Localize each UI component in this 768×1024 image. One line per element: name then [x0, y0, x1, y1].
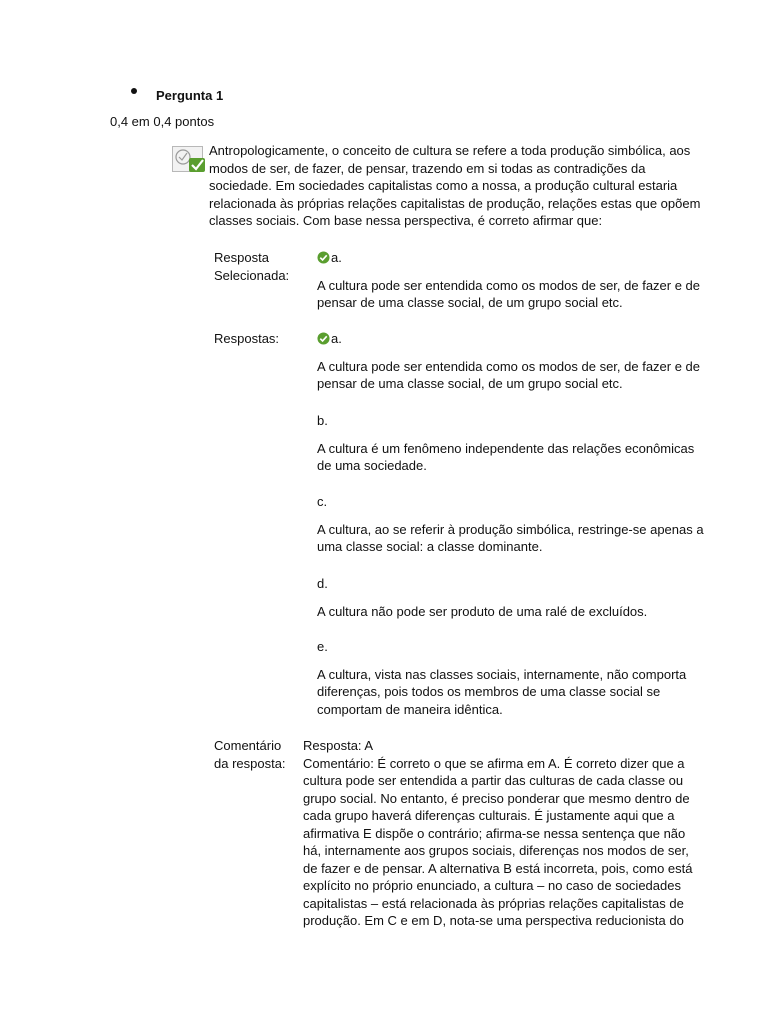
selected-text: A cultura pode ser entendida como os modos de ser, de fazer e de pensar de uma classe social, de um grupo social etc. — [317, 277, 701, 310]
option-text: A cultura não pode ser produto de uma ralé de excluídos. — [317, 603, 648, 619]
answer-option-e — [317, 638, 712, 718]
feedback-label: Comentário da resposta: — [214, 738, 286, 771]
option-letter: e. — [317, 639, 328, 654]
option-text: A cultura é um fenômeno independente das relações econômicas de uma sociedade. — [317, 440, 695, 473]
answer-option-b — [317, 412, 712, 475]
feedback-content — [303, 737, 703, 930]
question-text: Antropologicamente, o conceito de cultura se refere a toda produção simbólica, aos modos de ser, de fazer, de pensar, trazendo em si todas as contradições da sociedade. Em sociedades capitalistas como a nossa, a produção cultural estaria relacionada às próprias relações capitalistas de produção, relações estas que opõem classes sociais. Com base nessa perspectiva, é correto afirmar que: — [209, 143, 701, 228]
option-text: A cultura, vista nas classes sociais, internamente, não comporta diferenças, pois todos os membros de uma classe social se comportam de maneira idêntica. — [317, 666, 687, 717]
answers-label: Respostas: — [214, 331, 280, 346]
option-letter: c. — [317, 494, 328, 509]
option-letter: b. — [317, 413, 328, 428]
selected-answer — [317, 249, 712, 312]
selected-answer-label: Resposta Selecionada: — [214, 250, 290, 283]
option-text: A cultura pode ser entendida como os modos de ser, de fazer e de pensar de uma classe social, de um grupo social etc. — [317, 358, 701, 391]
selected-letter: a. — [331, 250, 342, 265]
answer-option-d — [317, 575, 712, 620]
check-icon — [317, 251, 330, 264]
answer-option-a — [317, 330, 712, 393]
question-title: Pergunta 1 — [156, 88, 224, 103]
feedback-answer: Resposta: A — [303, 738, 374, 753]
option-letter: d. — [317, 576, 328, 591]
list-bullet — [131, 88, 137, 94]
feedback-comment: Comentário: É correto o que se afirma em A. É correto dizer que a cultura pode ser entendida a partir das culturas de cada classe ou grupo social. No entanto, é preciso ponderar que mesmo dentro de cada grupo haverá diferenças culturais. É justamente aqui que a afirmativa E dispõe o contrário; afirma-se nessa sentença que não há, internamente aos grupos sociais, diferenças nos modos de ser, de fazer e de pensar. A alternativa B está incorreta, pois, como está explícito no próprio enunciado, a cultura – no caso de sociedades capitalistas – está relacionada às próprias relações capitalistas de produção. Em C e em D, nota-se uma perspectiva reducionista do — [303, 755, 693, 928]
answer-option-c — [317, 493, 712, 556]
correct-answer-icon — [172, 143, 206, 173]
check-icon — [317, 332, 330, 345]
option-letter: a. — [331, 331, 342, 346]
option-text: A cultura, ao se referir à produção simbólica, restringe-se apenas a uma classe social: a classe dominante. — [317, 521, 704, 554]
question-score: 0,4 em 0,4 pontos — [110, 114, 215, 129]
